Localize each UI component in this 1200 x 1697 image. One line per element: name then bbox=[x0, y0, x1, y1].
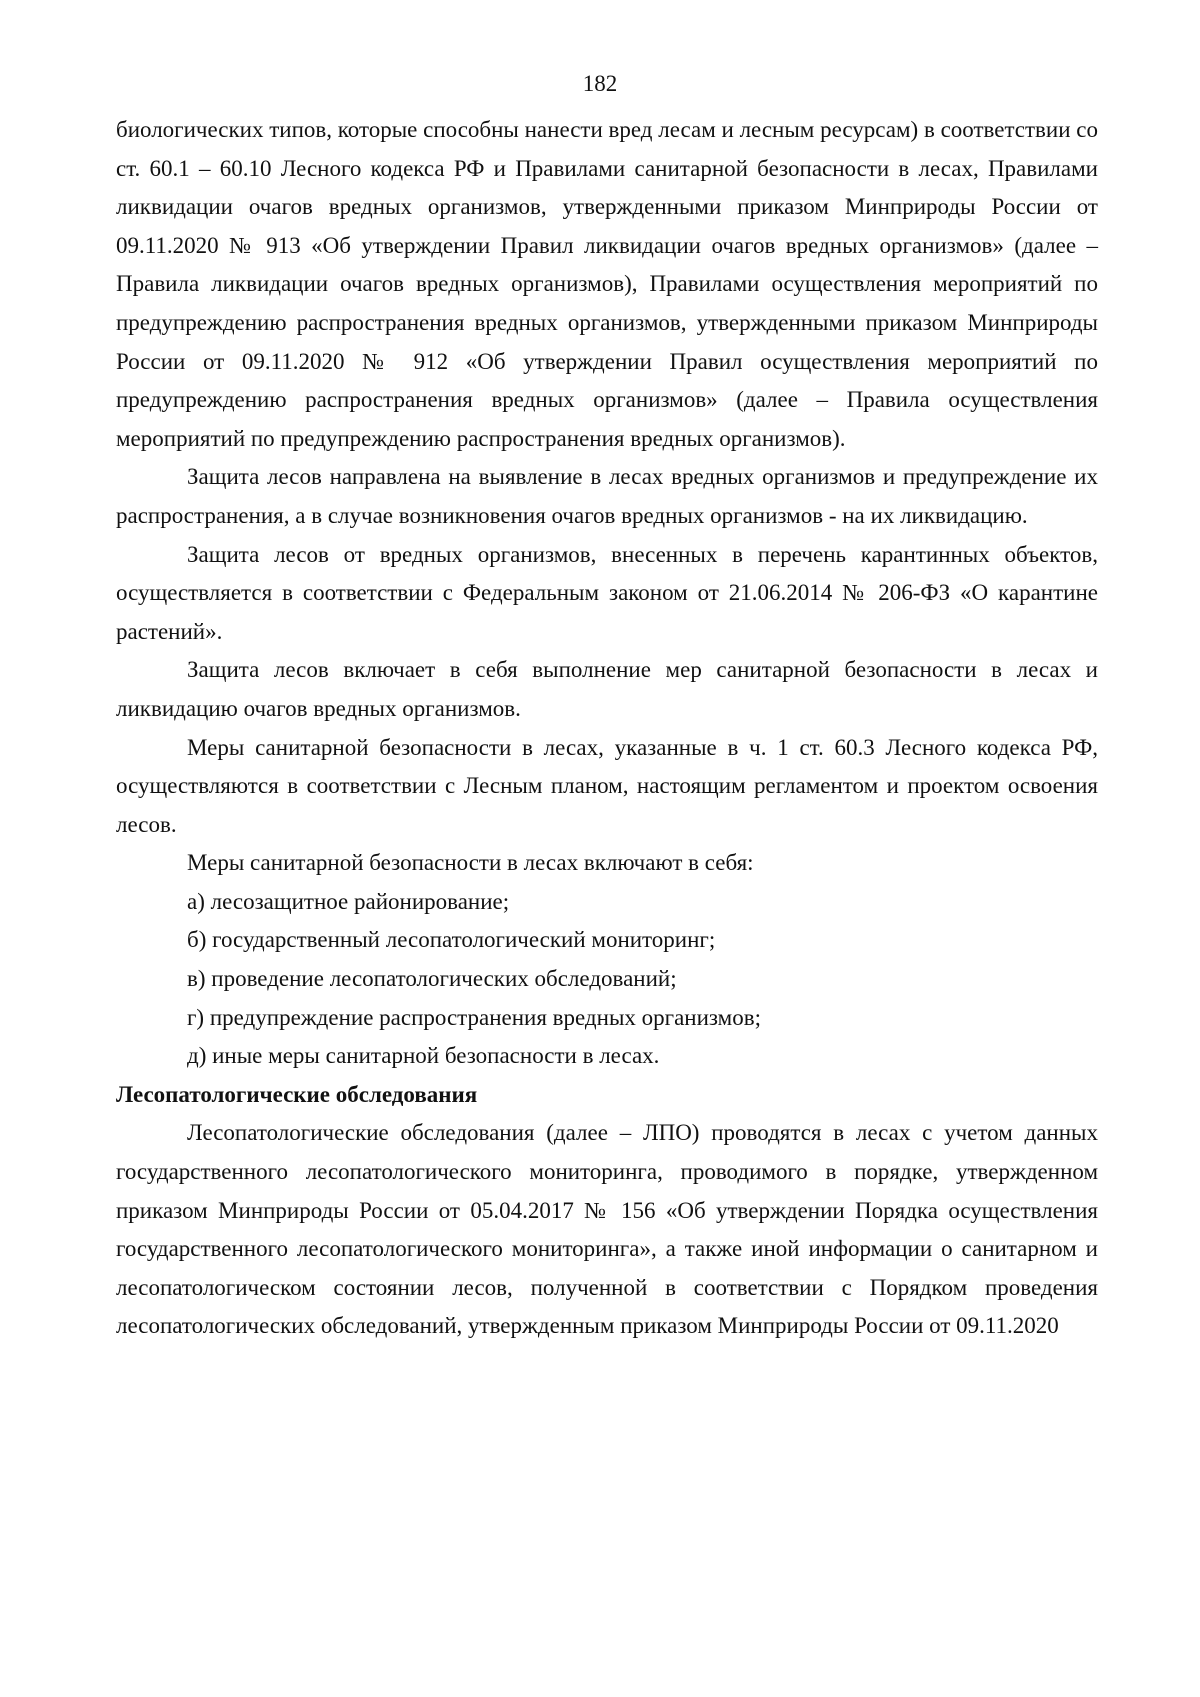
page-number: 182 bbox=[582, 71, 618, 96]
list-item: б) государственный лесопатологический мониторинг; bbox=[187, 927, 716, 953]
list-item: а) лесозащитное районирование; bbox=[187, 888, 510, 914]
paragraph-protection-includes: Защита лесов включает в себя выполнение мер санитарной безопасности в лесах и ликвидацию очагов вредных организмов. bbox=[116, 657, 1098, 721]
list-item: д) иные меры санитарной безопасности в лесах. bbox=[187, 1043, 660, 1069]
paragraph-lpo: Лесопатологические обследования (далее – ЛПО) проводятся в лесах с учетом данных государственного лесопатологического мониторинга, проводимого в порядке, утвержденном приказом Минприроды России от 05.04.2017 № 156 «Об утверждении Порядка осуществления государственного лесопатологического мониторинга», а также иной информации о санитарном и лесопатологическом состоянии лесов, полученной в соответствии с Порядком проведения лесопатологических обследований, утвержденным приказом Минприроды России от 09.11.2020 bbox=[116, 1120, 1098, 1339]
list-item: г) предупреждение распространения вредных организмов; bbox=[187, 1004, 761, 1030]
document-body bbox=[116, 111, 1098, 1346]
paragraph-forest-protection-purpose: Защита лесов направлена на выявление в лесах вредных организмов и предупреждение их распространения, а в случае возникновения очагов вредных организмов - на их ликвидацию. bbox=[116, 464, 1098, 528]
section-heading: Лесопатологические обследования bbox=[116, 1081, 478, 1107]
paragraph-quarantine: Защита лесов от вредных организмов, внесенных в перечень карантинных объектов, осуществляется в соответствии с Федеральным законом от 21.06.2014 № 206-ФЗ «О карантине растений». bbox=[116, 541, 1098, 644]
paragraph-continuation: биологических типов, которые способны нанести вред лесам и лесным ресурсам) в соответствии со ст. 60.1 – 60.10 Лесного кодекса РФ и Правилами санитарной безопасности в лесах, Правилами ликвидации очагов вредных организмов, утвержденными приказом Минприроды России от 09.11.2020 № 913 «Об утверждении Правил ликвидации очагов вредных организмов» (далее – Правила ликвидации очагов вредных организмов), Правилами осуществления мероприятий по предупреждению распространения вредных организмов, утвержденными приказом Минприроды России от 09.11.2020 № 912 «Об утверждении Правил осуществления мероприятий по предупреждению распространения вредных организмов» (далее – Правила осуществления мероприятий по предупреждению распространения вредных организмов). bbox=[116, 117, 1098, 451]
list-item: в) проведение лесопатологических обследований; bbox=[187, 966, 677, 992]
paragraph-sanitary-measures: Меры санитарной безопасности в лесах, указанные в ч. 1 ст. 60.3 Лесного кодекса РФ, осуществляются в соответствии с Лесным планом, настоящим регламентом и проектом освоения лесов. bbox=[116, 734, 1098, 837]
paragraph-measures-list-intro: Меры санитарной безопасности в лесах включают в себя: bbox=[187, 850, 754, 876]
